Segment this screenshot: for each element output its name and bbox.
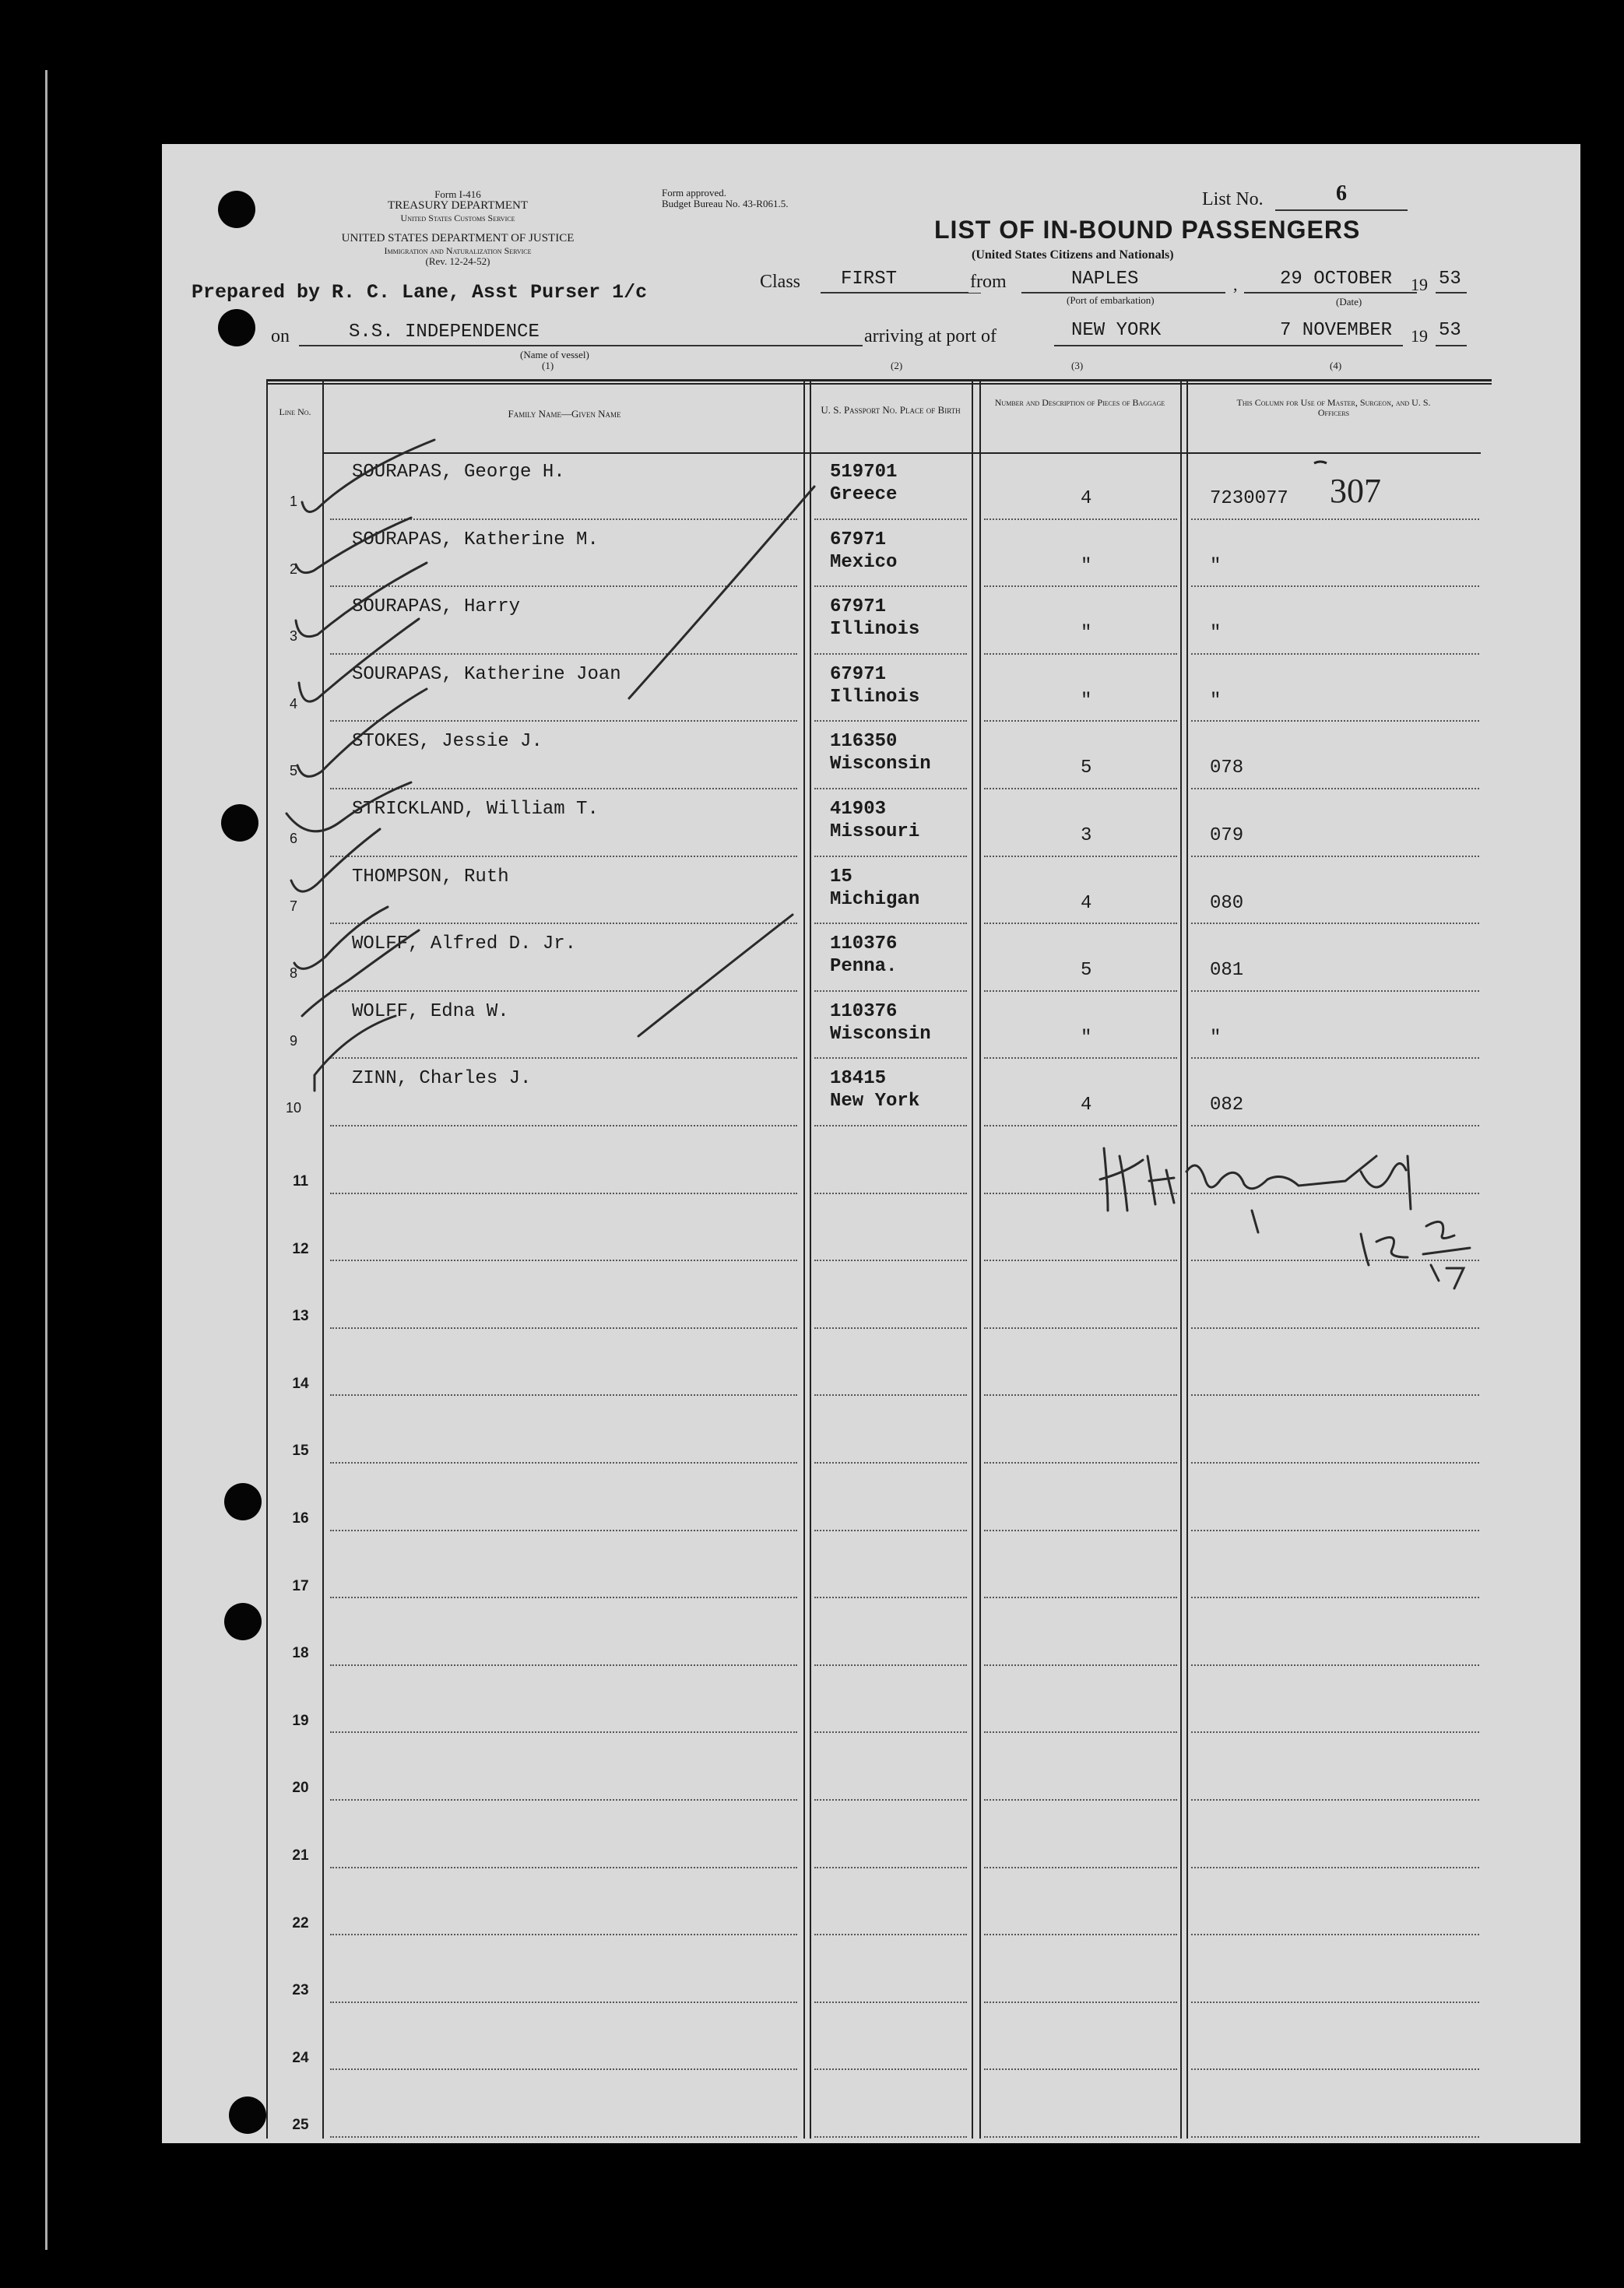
- page-title: LIST OF IN-BOUND PASSENGERS: [934, 216, 1361, 244]
- row-line-number: 23: [292, 1982, 309, 1999]
- arrival-date: 7 NOVEMBER: [1280, 320, 1393, 341]
- officer-entry: ": [1210, 623, 1222, 645]
- passenger-name: THOMPSON, Ruth: [352, 866, 509, 887]
- row-line-number: 4: [289, 695, 297, 712]
- place-of-birth: Michigan: [830, 888, 920, 910]
- checkmark-icon: [296, 518, 411, 573]
- revision-date: (Rev. 12-24-52): [425, 255, 490, 267]
- passenger-name: STRICKLAND, William T.: [352, 799, 599, 820]
- row-line-number: 21: [292, 1847, 309, 1864]
- prepared-by: Prepared by R. C. Lane, Asst Purser 1/c: [192, 281, 648, 304]
- officer-entry: 082: [1210, 1095, 1244, 1116]
- passport-number: 110376: [830, 1000, 898, 1022]
- place-of-birth: Penna.: [830, 956, 898, 978]
- passenger-name: STOKES, Jessie J.: [352, 731, 543, 753]
- passport-number: 15: [830, 866, 852, 887]
- officer-entry: ": [1210, 555, 1222, 577]
- row-line-number: 5: [289, 763, 297, 779]
- departure-date: 29 OCTOBER: [1280, 269, 1393, 290]
- port-embark-caption: (Port of embarkation): [1067, 294, 1155, 306]
- row-line-number: 22: [292, 1914, 309, 1931]
- checkmark-icon: [302, 930, 419, 1016]
- row-line-number: 14: [292, 1375, 309, 1392]
- row-line-number: 13: [292, 1308, 309, 1325]
- header-passport: U. S. Passport No. Place of Birth: [821, 404, 961, 416]
- passport-number: 67971: [830, 596, 887, 618]
- officer-entry: ": [1210, 690, 1222, 712]
- baggage-count: 4: [1081, 1095, 1092, 1116]
- checkmark-icon: [294, 907, 388, 968]
- baggage-count: 5: [1081, 757, 1092, 779]
- ins-service: Immigration and Naturalization Service: [384, 245, 532, 256]
- passenger-name: WOLFF, Edna W.: [352, 1000, 509, 1022]
- row-line-number: 9: [289, 1032, 297, 1049]
- row-line-number: 24: [292, 2049, 309, 2066]
- row-line-number: 25: [292, 2117, 309, 2134]
- vessel-name: S.S. INDEPENDENCE: [349, 322, 540, 343]
- col-num-2: (2): [891, 360, 903, 371]
- header-baggage: Number and Description of Pieces of Baggage: [994, 397, 1165, 408]
- baggage-count: 4: [1081, 488, 1092, 509]
- port-of-arrival: NEW YORK: [1071, 320, 1162, 341]
- checkmark-icon: [286, 782, 411, 831]
- class-label: Class: [760, 272, 801, 292]
- passenger-name: WOLFF, Alfred D. Jr.: [352, 933, 577, 955]
- officer-entry: 7230077: [1210, 488, 1288, 509]
- baggage-count: ": [1081, 555, 1092, 577]
- row-line-number: 10: [285, 1100, 302, 1116]
- row-line-number: 11: [292, 1173, 309, 1190]
- passport-number: 67971: [830, 529, 887, 550]
- row-line-number: 12: [292, 1240, 309, 1257]
- signature-scribble: [1100, 1148, 1411, 1211]
- pencil-annotations: [162, 144, 1580, 2143]
- passenger-name: SOURAPAS, Katherine M.: [352, 529, 599, 550]
- page-subtitle: (United States Citizens and Nationals): [972, 248, 1174, 262]
- passenger-name: ZINN, Charles J.: [352, 1068, 532, 1090]
- date-caption: (Date): [1336, 296, 1362, 308]
- row-line-number: 19: [292, 1712, 309, 1729]
- checkmark-icon: [296, 563, 427, 637]
- officer-entry: 078: [1210, 757, 1244, 779]
- row-line-number: 7: [289, 898, 297, 914]
- vessel-caption: (Name of vessel): [520, 349, 589, 360]
- place-of-birth: Illinois: [830, 619, 920, 641]
- checkmark-icon: [297, 689, 427, 776]
- place-of-birth: Wisconsin: [830, 754, 931, 775]
- handwritten-date: [1361, 1234, 1408, 1265]
- checkmark-icon: [299, 619, 419, 701]
- baggage-count: 4: [1081, 892, 1092, 914]
- officer-entry: 081: [1210, 960, 1244, 982]
- list-no-label: List No.: [1202, 189, 1264, 209]
- pencil-stroke: [638, 915, 793, 1036]
- manifest-sheet: Form I-416 TREASURY DEPARTMENT United States Customs Service UNITED STATES DEPARTMENT OF JUSTICE Immigration and Naturalization Service (Rev. 12-24-52) Form approved. Budget Bureau No. 43-R061.5. List No. 6 LIST OF IN-BOUND PASSENGERS (United States Citizens and Nationals) Prepared by R. C. Lane, Asst Purser 1/c Class FIRST from NAPLES (Port of embarkation) , 29 OCTOBER 19 53 (Date) on S.S. INDEPENDENCE (Name of vessel) arriving at port of NEW YORK 7 NOVEMBER 19 53 (1) (2) (3) (4) Line No. Family Name—Given Name U. S. Passport No. Place of Birth Number and Description of Pieces of Baggage This Column for Use of Master, Surgeon, and U. S. Officers 1 SOURAPAS, George H. 519701 Greece 4 7230077 2 SOURAPAS, Katherine M. 67971 Mexico " " 3 SOURAPAS, Harry 67971 Illinois " " 4 SOURAPAS, Katherine Joan 67971 Illinois " " 5 STOKES, Jessie J. 116350 Wisconsin 5 078 6 STRICKLAND, William T. 41903 Missouri 3 079 7 THOMPSON, Ruth 15 Michigan 4 080 8 WOLFF, Alfred D. Jr. 110376 Penna. 5 081 9 WOLFF, Edna W. 110376 Wisconsin " " 10 ZINN, Charles J. 18415 New York 4 082 11 12 13 14 15 16 17 18 19 20 21 22 23 24 25 307: [162, 144, 1580, 2143]
- passenger-name: SOURAPAS, Katherine Joan: [352, 663, 621, 685]
- header-name: Family Name—Given Name: [508, 408, 621, 420]
- row-line-number: 17: [292, 1577, 309, 1594]
- form-number: Form I-416: [434, 188, 481, 200]
- from-label: from: [970, 272, 1007, 292]
- passport-number: 18415: [830, 1068, 887, 1090]
- arriving-label: arriving at port of: [864, 326, 997, 346]
- passport-number: 41903: [830, 799, 887, 820]
- arrival-year-prefix: 19: [1411, 326, 1428, 346]
- header-line-no: Line No.: [279, 406, 311, 417]
- officer-entry: 080: [1210, 892, 1244, 914]
- row-line-number: 16: [292, 1510, 309, 1527]
- col-num-4: (4): [1330, 360, 1342, 371]
- row-line-number: 15: [292, 1443, 309, 1460]
- departure-year: 53: [1439, 269, 1461, 290]
- row-line-number: 18: [292, 1645, 309, 1662]
- baggage-count: ": [1081, 623, 1092, 645]
- row-line-number: 2: [289, 561, 297, 577]
- page-stamp: 307: [1330, 472, 1381, 510]
- passport-number: 110376: [830, 933, 898, 955]
- place-of-birth: New York: [830, 1091, 920, 1112]
- place-of-birth: Missouri: [830, 821, 920, 842]
- list-no-value: 6: [1336, 181, 1347, 206]
- place-of-birth: Greece: [830, 484, 898, 505]
- passenger-name: SOURAPAS, Harry: [352, 596, 521, 618]
- passport-number: 519701: [830, 462, 898, 483]
- baggage-count: 3: [1081, 825, 1092, 846]
- form-approved: Form approved.: [662, 187, 727, 199]
- customs-service: United States Customs Service: [400, 213, 515, 223]
- row-line-number: 3: [289, 628, 297, 645]
- row-line-number: 20: [292, 1780, 309, 1797]
- officer-entry: ": [1210, 1027, 1222, 1049]
- col-num-3: (3): [1071, 360, 1084, 371]
- baggage-count: ": [1081, 690, 1092, 712]
- baggage-count: ": [1081, 1027, 1092, 1049]
- pencil-stroke: [629, 487, 814, 698]
- passport-number: 67971: [830, 663, 887, 685]
- baggage-count: 5: [1081, 960, 1092, 982]
- scan-edge-line: [45, 70, 47, 2250]
- col-num-1: (1): [542, 360, 554, 371]
- passenger-name: SOURAPAS, George H.: [352, 462, 565, 483]
- checkmark-icon: [302, 440, 434, 512]
- inspector-date: [1361, 1232, 1364, 1233]
- departure-year-prefix: 19: [1411, 275, 1428, 294]
- on-label: on: [271, 326, 290, 346]
- officer-entry: 079: [1210, 825, 1244, 846]
- row-line-number: 1: [289, 494, 297, 509]
- checkmark-icon: [315, 1016, 395, 1091]
- budget-bureau: Budget Bureau No. 43-R061.5.: [662, 198, 789, 209]
- checkmark-icon: [291, 829, 380, 891]
- place-of-birth: Wisconsin: [830, 1023, 931, 1045]
- place-of-birth: Illinois: [830, 686, 920, 708]
- treasury-dept: TREASURY DEPARTMENT: [387, 199, 529, 212]
- class-value: FIRST: [841, 269, 898, 290]
- place-of-birth: Mexico: [830, 551, 898, 573]
- port-of-embarkation: NAPLES: [1071, 269, 1139, 290]
- row-line-number: 6: [289, 831, 297, 846]
- row-line-number: 8: [289, 965, 297, 982]
- passport-number: 116350: [830, 731, 898, 753]
- header-officers: This Column for Use of Master, Surgeon, and U. S. Officers: [1236, 397, 1431, 418]
- arrival-year: 53: [1439, 320, 1461, 341]
- justice-dept: UNITED STATES DEPARTMENT OF JUSTICE: [341, 232, 575, 244]
